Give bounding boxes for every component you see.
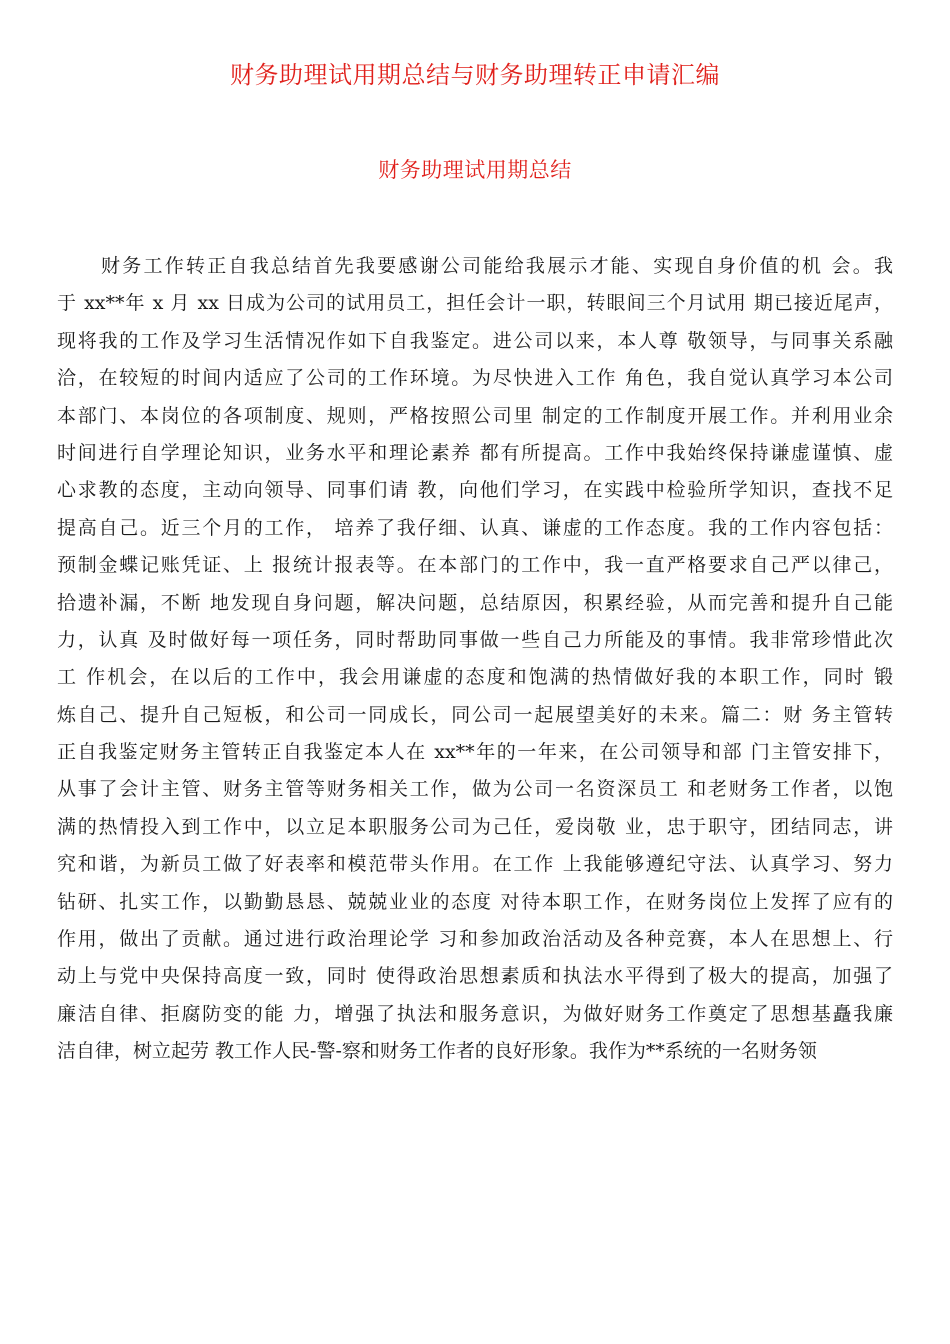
text-line: 本部门、本岗位的各项制度、规则，严格按照公司里 制定的工作制度开展工作。并利用业余 [57,404,893,427]
text-line: 财务工作转正自我总结首先我要感谢公司能给我展示才能、实现自身价值的机 会。我 [101,255,893,277]
text-line: 时间进行自学理论知识，业务水平和理论素养 都有所提高。工作中我始终保持谦虚谨慎、虚 [57,441,893,464]
text-line: 炼自己、提升自己短板，和公司一同成长，同公司一起展望美好的未来。篇二：财 务主管转 [57,703,893,726]
text-line: 于 xx**年 x 月 xx 日成为公司的试用员工，担任会计一职，转眼间三个月试用 期已接近尾声， [57,292,893,315]
text-line: 现将我的工作及学习生活情况作如下自我鉴定。进公司以来，本人尊 敬领导，与同事关系融 [57,329,893,352]
text-line: 提高自己。近三个月的工作， 培养了我仔细、认真、谦虚的工作态度。我的工作内容包括： [57,516,893,539]
text-line: 动上与党中央保持高度一致，同时 使得政治思想素质和执法水平得到了极大的提高，加强了 [57,965,893,988]
text-line: 洽，在较短的时间内适应了公司的工作环境。为尽快进入工作 角色，我自觉认真学习本公司 [57,367,893,390]
text-line: 廉洁自律、拒腐防变的能 力，增强了执法和服务意识，为做好财务工作奠定了思想基矗我廉 [57,1002,893,1025]
text-line: 力，认真 及时做好每一项任务，同时帮助同事做一些自己力所能及的事情。我非常珍惜此次 [57,628,893,651]
text-line: 拾遗补漏，不断 地发现自身问题，解决问题，总结原因，积累经验，从而完善和提升自己能 [57,591,893,614]
text-line: 满的热情投入到工作中，以立足本职服务公司为己任，爱岗敬 业，忠于职守，团结同志，讲 [57,815,893,838]
document-title: 财务助理试用期总结与财务助理转正申请汇编 [230,61,720,89]
text-line: 工 作机会，在以后的工作中，我会用谦虚的态度和饱满的热情做好我的本职工作，同时 锻 [57,666,893,689]
text-line: 心求教的态度，主动向领导、同事们请 教，向他们学习，在实践中检验所学知识，查找不足 [57,479,893,502]
text-line: 预制金蝶记账凭证、上 报统计报表等。在本部门的工作中，我一直严格要求自己严以律己， [57,554,893,577]
section-title: 财务助理试用期总结 [378,158,572,182]
text-line: 从事了会计主管、财务主管等财务相关工作，做为公司一名资深员工 和老财务工作者，以饱 [57,778,893,801]
text-line: 钻研、扎实工作，以勤勤恳恳、兢兢业业的态度 对待本职工作，在财务岗位上发挥了应有的 [57,890,893,913]
text-line: 究和谐，为新员工做了好表率和模范带头作用。在工作 上我能够遵纪守法、认真学习、努力 [57,853,893,876]
text-line: 正自我鉴定财务主管转正自我鉴定本人在 xx**年的一年来，在公司领导和部 门主管安排下， [57,741,893,764]
text-line: 作用，做出了贡献。通过进行政治理论学 习和参加政治活动及各种竞赛，本人在思想上、行 [57,928,893,951]
body-paragraph [57,248,893,1071]
text-line: 洁自律，树立起劳 教工作人民-警-察和财务工作者的良好形象。我作为**系统的一名财务领 [57,1040,817,1063]
